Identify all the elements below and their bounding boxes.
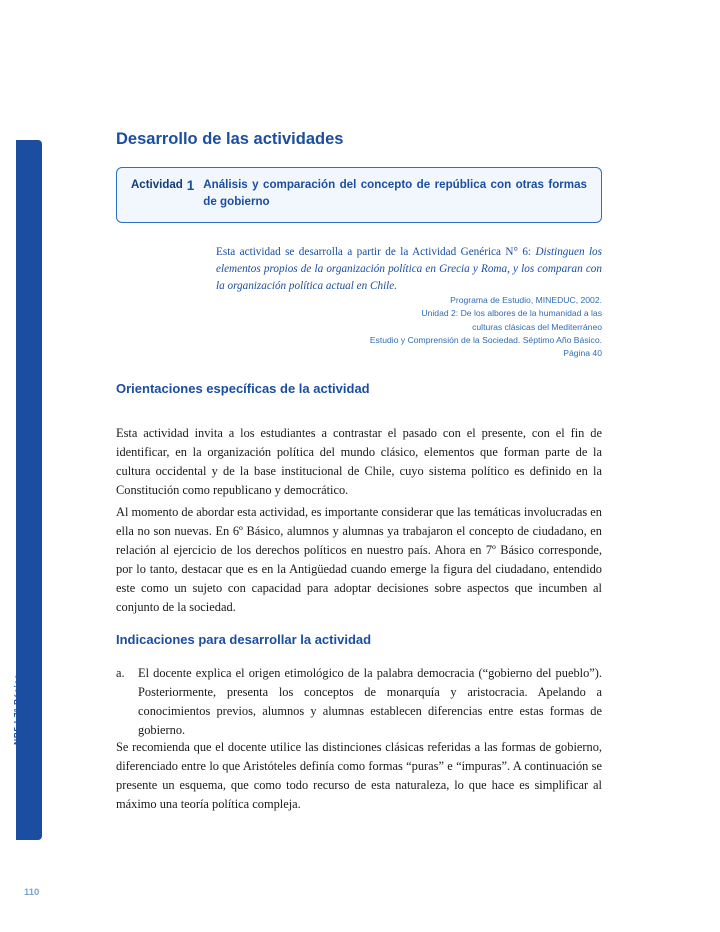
orientaciones-paragraph-1: Esta actividad invita a los estudiantes a contrastar el pasado con el presente, con el fin de identificar, en la organización política del mundo clásico, elementos que forman parte de la cultura occidental y de la base institucional de Chile, cuyo sistema político es definido en la Constitución como republicano y democrático. [116, 426, 602, 497]
indicaciones-heading: Indicaciones para desarrollar la actividad [116, 632, 372, 647]
page-number: 110 [24, 887, 40, 898]
activity-header-box [116, 167, 602, 223]
sidebar-level-label: NB5 | 7° Básico [12, 673, 22, 745]
orientaciones-paragraph-2: Al momento de abordar esta actividad, es importante considerar que las temáticas involucradas en ella no son nuevas. En 6º Básico, alumnos y alumnas ya trabajaron el concepto de ciudadano, en relación al ejercicio de los derechos políticos en nuestro país. Ahora en 7º Básico corresponde, por lo tanto, destacar que es en la Antigüedad cuando emerge la figura del ciudadano, entendido este como un sujeto con capacidad para adoptar decisiones sobre aspectos que incumben al conjunto de la sociedad. [116, 505, 602, 614]
activity-number: 1 [186, 178, 195, 193]
activity-label: Actividad [131, 179, 183, 191]
activity-source-note [216, 244, 602, 294]
reference-line: Programa de Estudio, MINEDUC, 2002. [450, 295, 602, 305]
page-title: Desarrollo de las actividades [116, 130, 344, 148]
reference-line: culturas clásicas del Mediterráneo [472, 321, 602, 332]
list-item-marker: a. [116, 666, 125, 680]
indicaciones-closing-paragraph: Se recomienda que el docente utilice las distinciones clásicas referidas a las formas de gobierno, diferenciado entre lo que Aristóteles definía como formas “puras” e “impuras”. A continuación se presente un esquema, que como todo recurso de esta naturaleza, lo que hace es simplificar al máximo una teoría política compleja. [116, 740, 602, 811]
reference-line: Unidad 2: De los albores de la humanidad a las [421, 308, 602, 319]
source-intro-text: Esta actividad se desarrolla a partir de la Actividad Genérica N° 6: [216, 246, 536, 259]
activity-title: Análisis y comparación del concepto de república con otras formas de gobierno [203, 178, 587, 208]
source-italic-text: Distinguen los elementos propios de la organización política en Grecia y Roma, y los comparan con la organización política actual en Chile. [216, 246, 603, 292]
source-reference [296, 294, 602, 361]
orientaciones-heading: Orientaciones específicas de la actividad [116, 381, 370, 396]
list-item [116, 664, 602, 739]
reference-line: Estudio y Comprensión de la Sociedad. Séptimo Año Básico. [369, 334, 602, 345]
list-item-text: El docente explica el origen etimológico de la palabra democracia (“gobierno del pueblo”). Posteriormente, presenta los conceptos de monarquía y aristocracia. Apelando a conocimientos previos, alumnos y alumnas establecen diferencias entre estas formas de gobierno. [138, 666, 602, 737]
reference-line: Página 40 [563, 348, 602, 359]
